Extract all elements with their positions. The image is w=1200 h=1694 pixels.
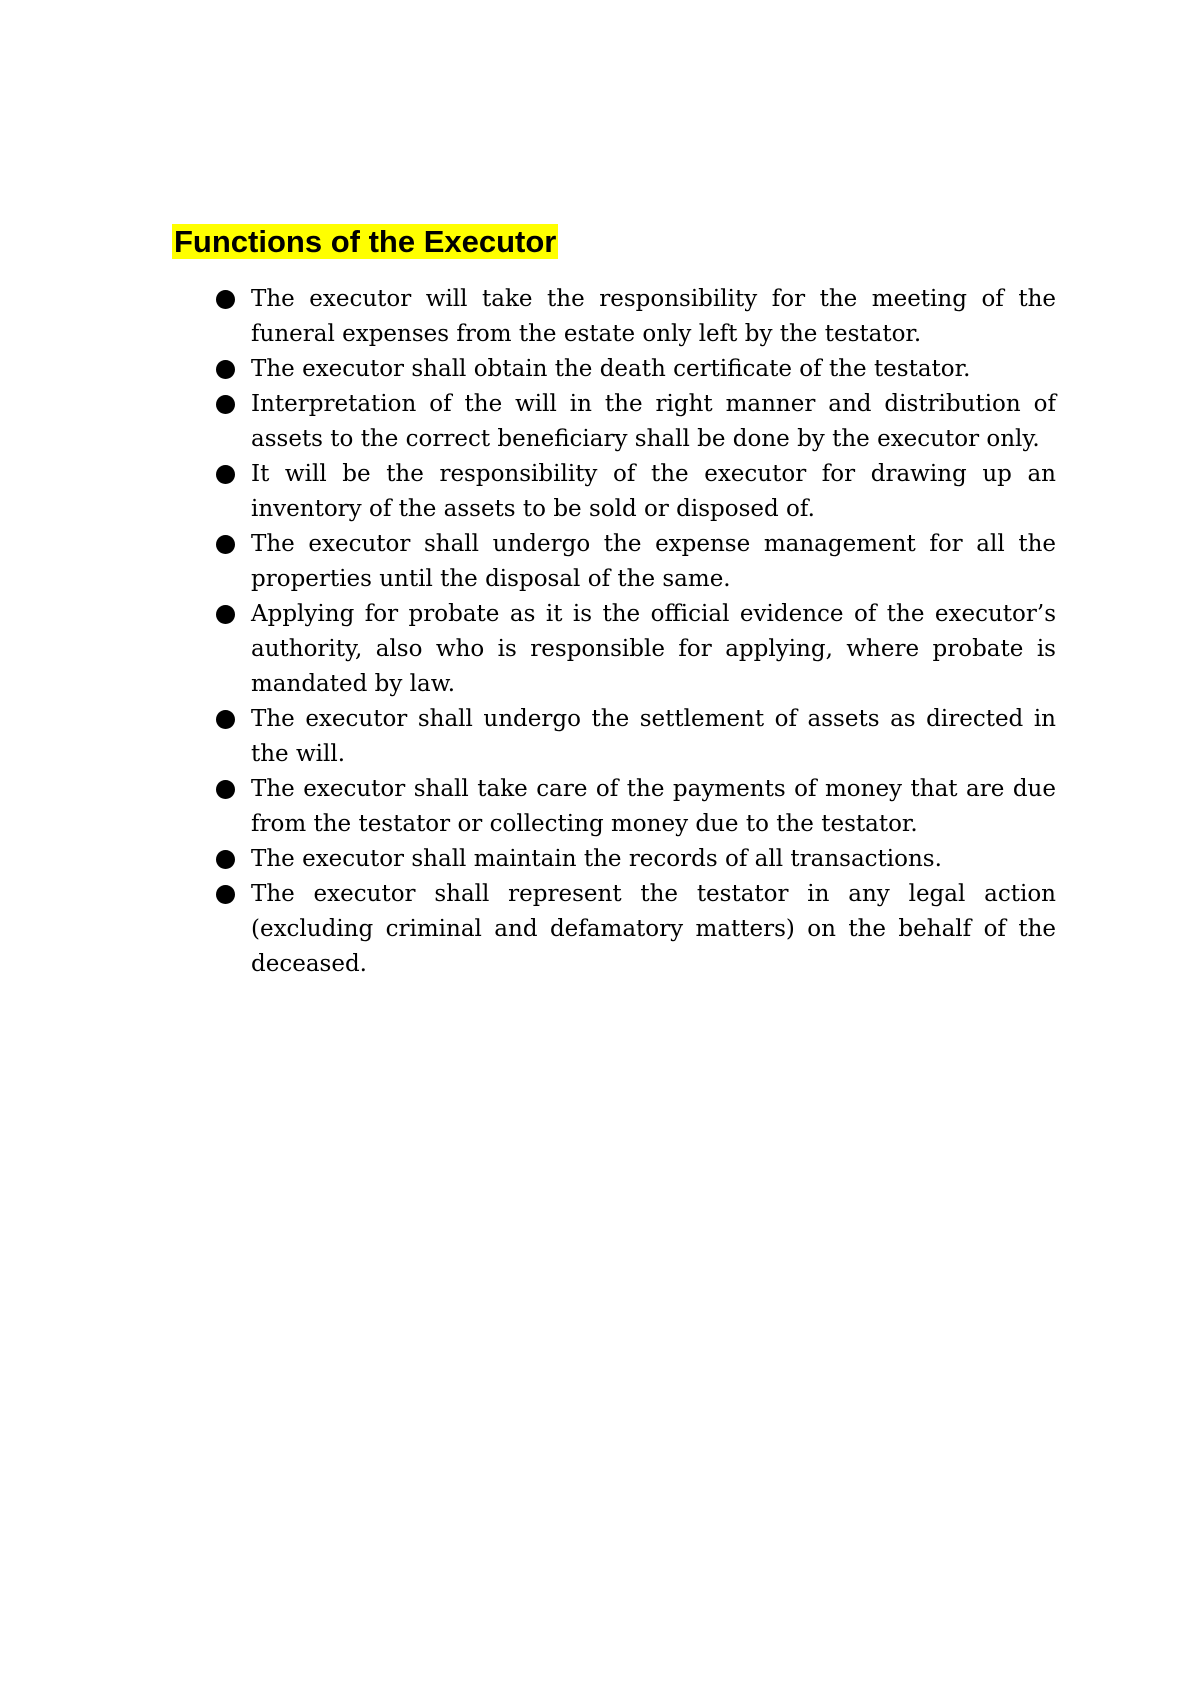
bullet-icon [216, 780, 235, 799]
list-item [216, 772, 1056, 842]
bullet-icon [216, 710, 235, 729]
list-item-text: It will be the responsibility of the executor for drawing up an inventory of the assets to be sold or disposed of. [251, 461, 1056, 522]
list-item [216, 842, 1056, 877]
list-item [216, 702, 1056, 772]
list-item-text: The executor shall obtain the death certificate of the testator. [251, 356, 971, 382]
bullet-icon [216, 395, 235, 414]
list-item [216, 597, 1056, 702]
list-item-text: The executor shall represent the testator in any legal action (excluding criminal and defamatory matters) on the behalf of the deceased. [251, 881, 1056, 977]
list-item [216, 527, 1056, 597]
list-item [216, 387, 1056, 457]
list-item [216, 352, 1056, 387]
list-item [216, 877, 1056, 982]
list-item-text: The executor shall take care of the payments of money that are due from the testator or collecting money due to the testator. [251, 776, 1056, 837]
list-item-text: Interpretation of the will in the right manner and distribution of assets to the correct beneficiary shall be done by the executor only. [251, 391, 1056, 452]
highlighted-heading-text: Functions of the Executor [174, 224, 557, 259]
bullet-icon [216, 605, 235, 624]
page-title [172, 222, 558, 262]
bullet-icon [216, 885, 235, 904]
functions-list [216, 282, 1056, 982]
bullet-icon [216, 535, 235, 554]
list-item-text: The executor shall undergo the settlement of assets as directed in the will. [251, 706, 1056, 767]
list-item-text: The executor shall maintain the records of all transactions. [251, 846, 942, 872]
list-item-text: The executor will take the responsibility for the meeting of the funeral expenses from the estate only left by the testator. [251, 286, 1056, 347]
list-item [216, 457, 1056, 527]
list-item-text: Applying for probate as it is the official evidence of the executor’s authority, also who is responsible for applying, where probate is mandated by law. [251, 601, 1056, 697]
bullet-icon [216, 850, 235, 869]
list-item-text: The executor shall undergo the expense management for all the properties until the disposal of the same. [251, 531, 1056, 592]
bullet-icon [216, 465, 235, 484]
bullet-icon [216, 290, 235, 309]
bullet-icon [216, 360, 235, 379]
list-item [216, 282, 1056, 352]
